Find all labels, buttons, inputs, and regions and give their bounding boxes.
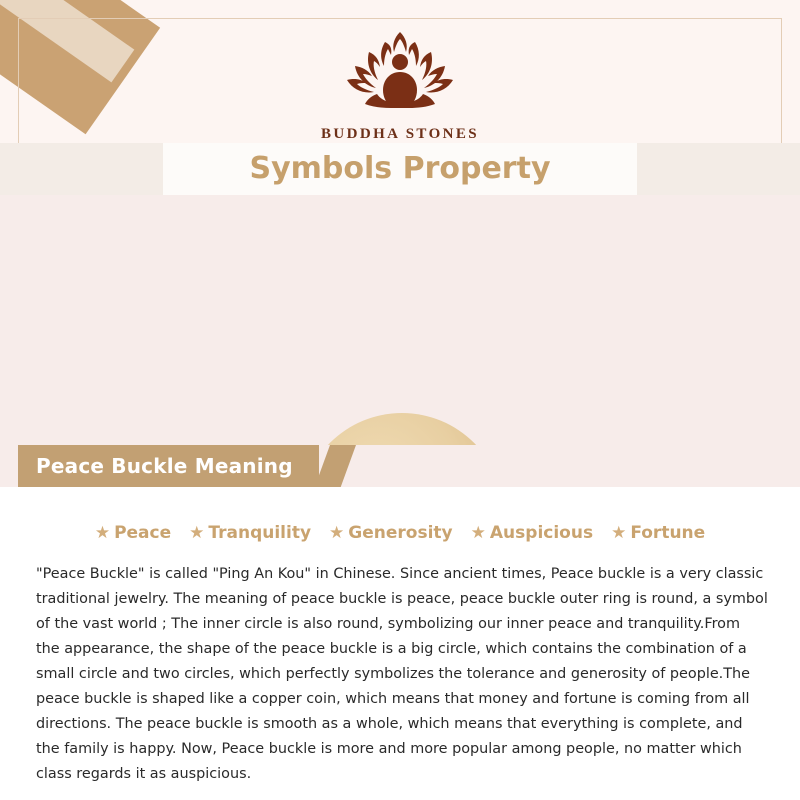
page-title: Symbols Property — [249, 151, 551, 186]
list-item — [611, 523, 705, 543]
keyword-label: Auspicious — [489, 523, 594, 543]
list-item — [95, 523, 171, 543]
list-item — [189, 523, 311, 543]
meaning-paragraph: "Peace Buckle" is called "Ping An Kou" in Chinese. Since ancient times, Peace buckle is a very classic traditional jewelry. The meaning of peace buckle is peace, peace buckle outer ring is round, a symbol of the vast world ; The inner circle is also round, symbolizing our inner peace and tranquility.From the appearance, the shape of the peace buckle is a big circle, which contains the combination of a small circle and two circles, which perfectly symbolizes the tolerance and generosity of people.The peace buckle is shaped like a copper coin, which means that money and fortune is coming from all directions. The peace buckle is smooth as a whole, which means that everything is complete, and the family is happy. Now, Peace buckle is more and more popular among people, no matter which class regards it as auspicious. — [36, 566, 768, 782]
star-icon: ★ — [189, 523, 205, 543]
list-item — [471, 523, 593, 543]
list-item — [329, 523, 453, 543]
star-icon: ★ — [470, 523, 486, 543]
keyword-label: Generosity — [348, 523, 453, 543]
brand-logo-area — [0, 22, 800, 143]
keyword-list — [0, 523, 800, 543]
star-icon: ★ — [94, 523, 111, 543]
keyword-label: Peace — [114, 523, 172, 543]
section-tab-label: Peace Buckle Meaning — [18, 445, 319, 487]
keyword-label: Fortune — [630, 523, 706, 543]
product-image-panel — [0, 195, 800, 445]
brand-name: BUDDHA STONES — [320, 126, 480, 142]
star-icon: ★ — [329, 523, 345, 543]
star-icon: ★ — [611, 523, 627, 543]
lotus-meditation-icon — [325, 22, 475, 122]
keyword-label: Tranquility — [208, 523, 312, 543]
